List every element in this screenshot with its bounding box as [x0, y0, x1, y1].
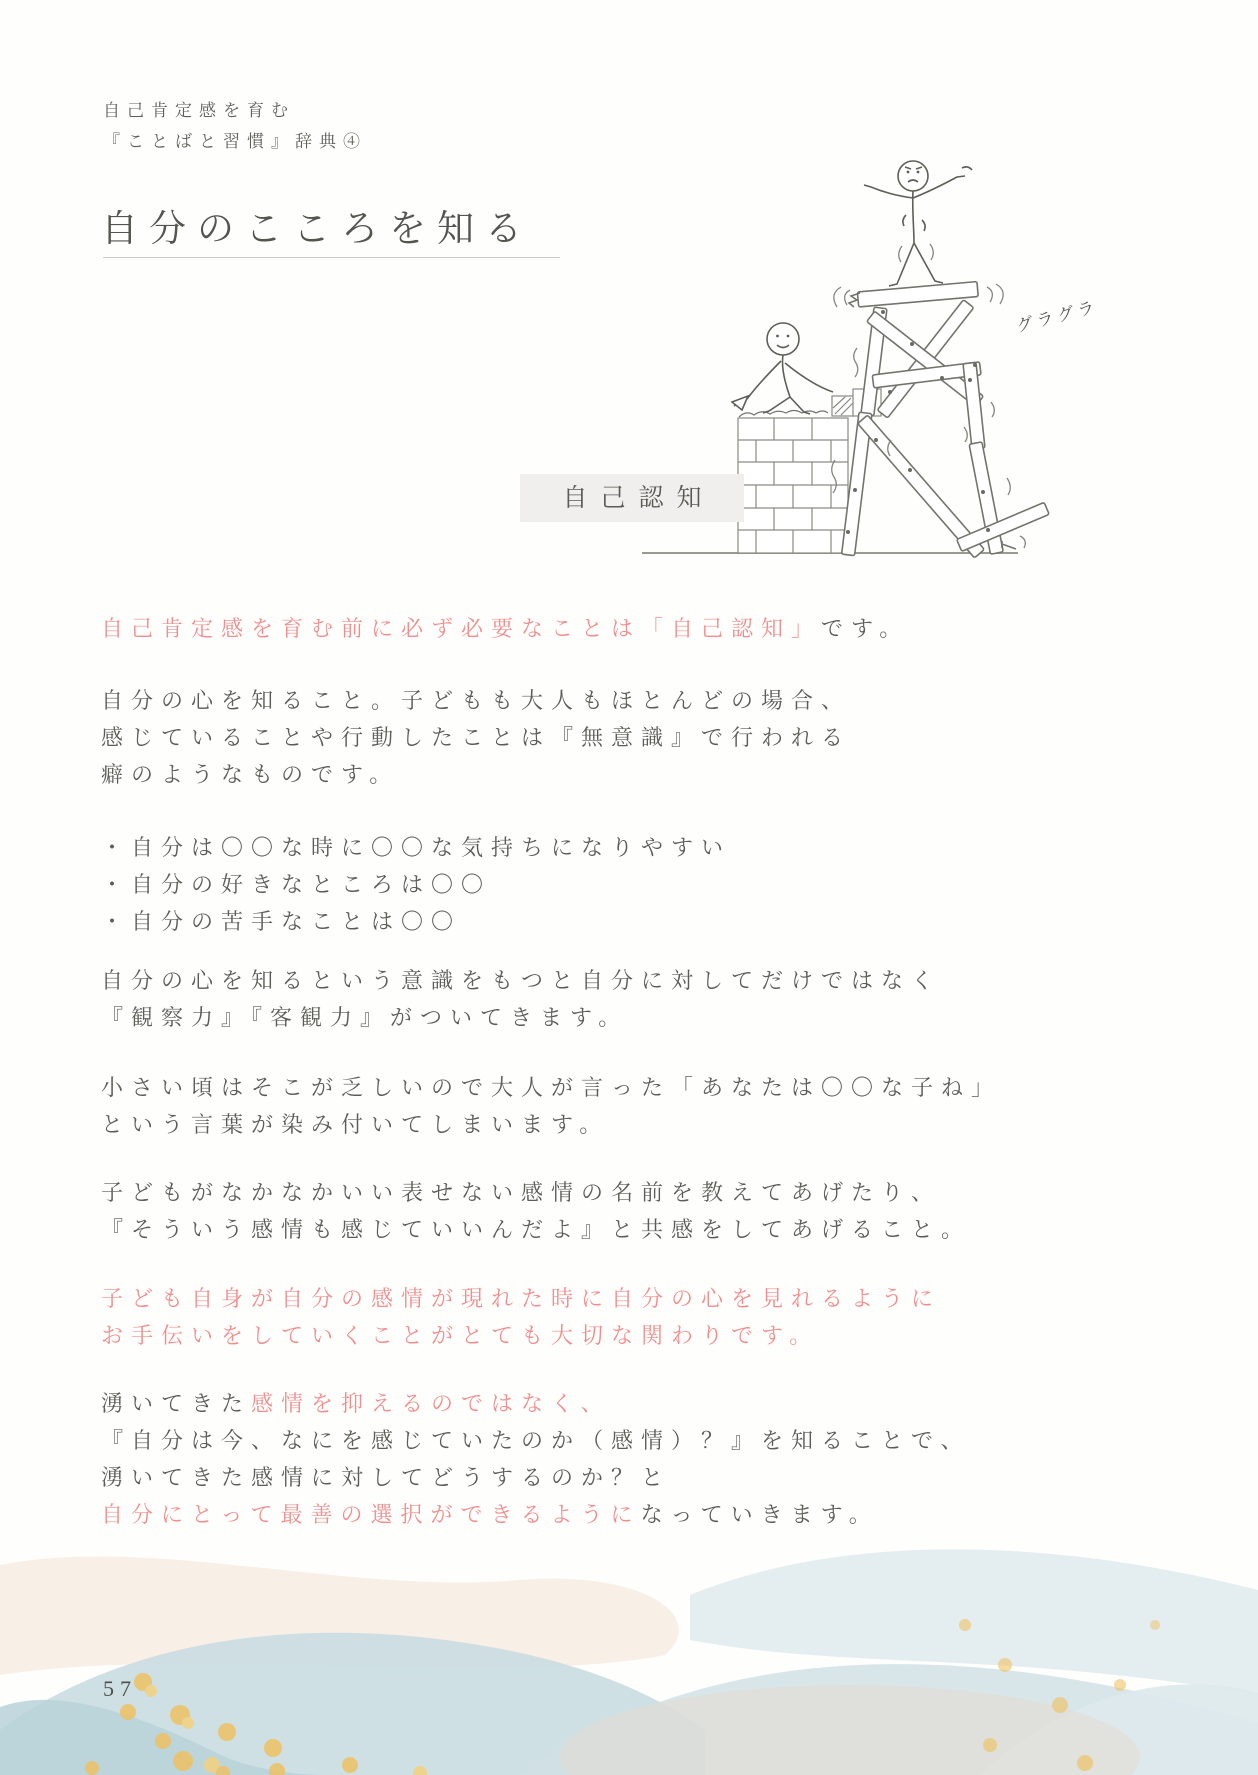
watercolor-hills [0, 1549, 1258, 1775]
self-recognition-label: 自己認知 [520, 474, 744, 522]
text-line-red: 子ども自身が自分の感情が現れた時に自分の心を見れるように [101, 1286, 942, 1311]
bullet-list [101, 829, 731, 940]
text-line-red: お手伝いをしていくことがとても大切な関わりです。 [101, 1323, 820, 1348]
text-line: 『観察力』『客観力』がついてきます。 [101, 1005, 629, 1030]
bullet-item: ・自分の苦手なことは〇〇 [101, 909, 462, 934]
paragraph-1 [101, 610, 909, 647]
paragraph-6 [101, 1174, 971, 1248]
paragraph-7 [101, 1280, 941, 1354]
series-subtitle-line1: 自己肯定感を育む [103, 101, 295, 120]
paragraph-2 [101, 682, 851, 793]
text-line: 湧いてきた感情に対してどうするのか？と [101, 1465, 672, 1490]
title-divider [103, 257, 560, 258]
text-line: 子どもがなかなかいい表せない感情の名前を教えてあげたり、 [101, 1180, 942, 1205]
sfx-text: グラグラ [1014, 297, 1101, 336]
text-segment: です。 [821, 616, 910, 641]
text-line: 自分の心を知るという意識をもつと自分に対してだけではなく [101, 968, 942, 993]
watercolor-footer [0, 1525, 1258, 1775]
text-line: 感じていることや行動したことは『無意識』で行われる [101, 725, 852, 750]
bullet-item: ・自分の好きなところは〇〇 [101, 872, 492, 897]
bullet-item: ・自分は〇〇な時に〇〇な気持ちになりやすい [101, 835, 732, 860]
text-line: という言葉が染み付いてしまいます。 [101, 1112, 610, 1137]
balancing-figure [864, 161, 972, 286]
text-line: 小さい頃はそこが乏しいので大人が言った「あなたは〇〇な子ね」 [101, 1075, 1002, 1100]
text-line: 『自分は今、なにを感じていたのか（感情）？』を知ることで、 [101, 1428, 971, 1453]
series-subtitle [103, 95, 367, 157]
page-title: 自分のこころを知る [101, 207, 533, 249]
text-line [101, 610, 909, 647]
paragraph-4 [101, 962, 941, 1036]
text-line: 『そういう感情も感じていいんだよ』と共感をしてあげること。 [101, 1217, 972, 1242]
builder-figure [732, 323, 833, 414]
text-segment: なっていきます。 [640, 1502, 879, 1527]
text-segment-red: 感情を抑えるのではなく、 [251, 1391, 611, 1416]
text-segment-red: 自分にとって最善の選択ができるように [101, 1502, 641, 1527]
paragraph-5 [101, 1069, 1001, 1143]
text-line: 自分の心を知ること。子どもも大人もほとんどの場合、 [101, 688, 852, 713]
page-number: 57 [103, 1676, 137, 1701]
paragraph-8 [101, 1385, 971, 1533]
text-segment-red: 自己肯定感を育む前に必ず必要なことは「自己認知」 [101, 616, 822, 641]
text-line: 癖のようなものです。 [101, 762, 400, 787]
text-line [101, 1385, 971, 1422]
series-subtitle-line2: 『ことばと習慣』辞典④ [103, 132, 367, 151]
text-segment: 湧いてきた [101, 1391, 252, 1416]
